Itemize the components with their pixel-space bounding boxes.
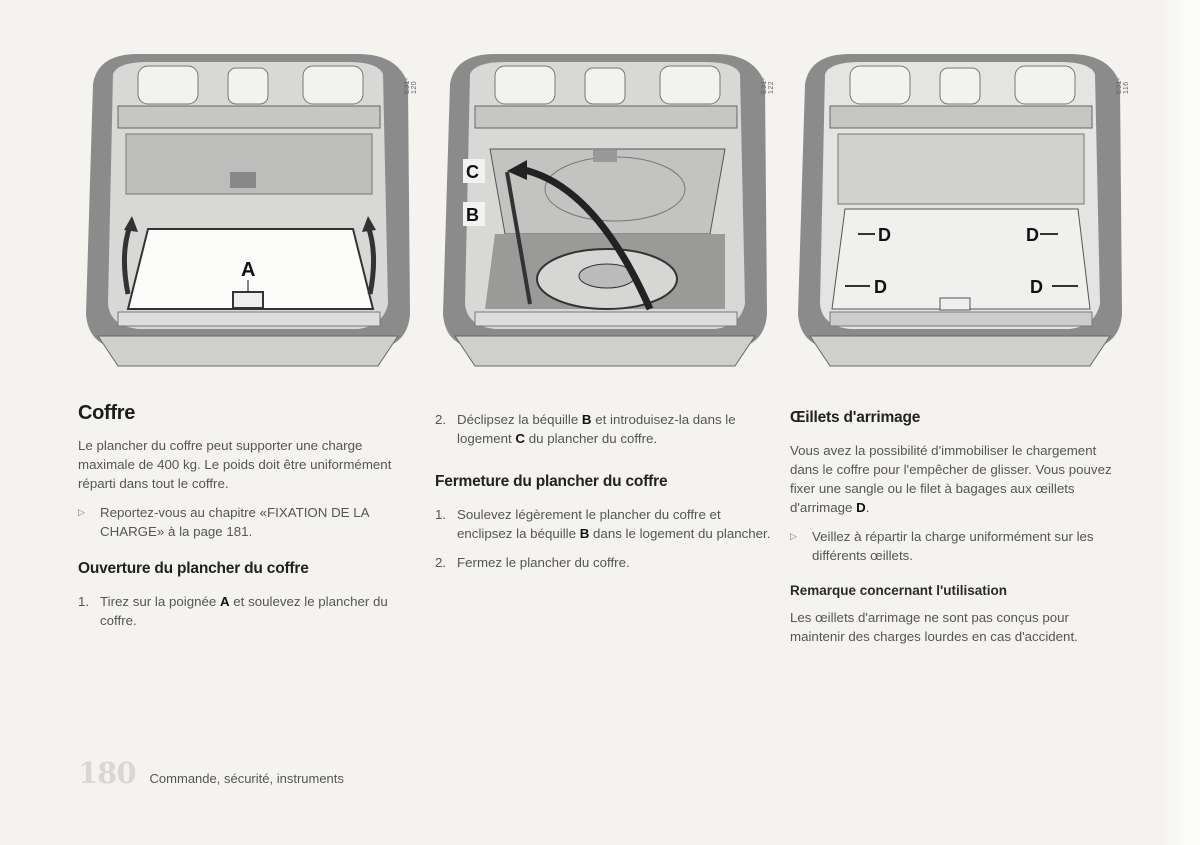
step-text: Fermez le plancher du coffre. — [457, 555, 630, 570]
step-item — [78, 592, 418, 630]
key-letter: B — [581, 412, 592, 427]
figure-code: E31-116 — [1116, 77, 1130, 94]
subheading-note: Remarque concernant l'utilisation — [790, 583, 1008, 598]
chapter-title: Commande, sécurité, instruments — [149, 771, 344, 786]
bullet-text: Veillez à répartir la charge uniformément sur les différents œillets. — [812, 529, 1094, 563]
trunk-illustration-2 — [435, 54, 770, 372]
step-item — [435, 553, 775, 572]
step-number: 2. — [435, 412, 447, 427]
figure-code: E31-120 — [404, 77, 418, 94]
figure-label-a: A — [241, 259, 256, 281]
bullet-text: Reportez-vous au chapitre «FIXATION DE LA CHARGE» à la page 181. — [100, 505, 369, 539]
intro-paragraph: Le plancher du coffre peut supporter une charge maximale de 400 kg. Le poids doit être uniformément réparti dans tout le coffre. — [78, 438, 392, 491]
page-edge-shadow — [1160, 0, 1200, 845]
triangle-right-icon: ▷ — [78, 507, 85, 517]
trunk-illustration-1 — [78, 54, 413, 372]
section-heading: Œillets d'arrimage — [790, 409, 921, 426]
step-item — [435, 410, 775, 448]
key-letter: D — [856, 500, 866, 515]
subheading-open-floor: Ouverture du plancher du coffre — [78, 560, 309, 577]
step-number: 1. — [435, 507, 447, 522]
figure-label-d3: D — [874, 277, 887, 297]
column-1 — [78, 398, 418, 640]
key-letter: A — [219, 594, 230, 609]
subheading-close-floor: Fermeture du plancher du coffre — [435, 473, 668, 490]
figure-label-d1: D — [878, 225, 891, 245]
step-number: 1. — [78, 594, 90, 609]
figure-code: E31-122 — [761, 77, 775, 94]
figure-lashing-eyes — [790, 54, 1130, 372]
figure-trunk-floor-propped — [435, 54, 775, 372]
column-2 — [435, 410, 775, 582]
figure-label-d4: D — [1030, 277, 1043, 297]
figure-label-d2: D — [1026, 225, 1039, 245]
figure-trunk-floor-open — [78, 54, 418, 372]
step-text: Tirez sur la poignée A et soulevez le plancher du coffre. — [100, 594, 388, 628]
reference-bullet — [78, 503, 418, 541]
triangle-right-icon: ▷ — [790, 531, 797, 541]
page-number: 180 — [78, 756, 136, 790]
section-heading: Coffre — [78, 402, 136, 424]
step-item — [435, 505, 775, 543]
key-letter: B — [579, 526, 590, 541]
key-letter: C — [515, 431, 526, 446]
advice-bullet — [790, 527, 1120, 565]
step-text: Soulevez légèrement le plancher du coffre et enclipsez la béquille B dans le logement du plancher. — [457, 507, 771, 541]
figure-label-c: C — [466, 162, 479, 182]
note-paragraph: Les œillets d'arrimage ne sont pas conçus pour maintenir des charges lourdes en cas d'accident. — [790, 610, 1078, 644]
trunk-illustration-3 — [790, 54, 1125, 372]
page-footer — [78, 756, 344, 796]
step-number: 2. — [435, 555, 447, 570]
column-3 — [790, 398, 1120, 656]
intro-paragraph: Vous avez la possibilité d'immobiliser le chargement dans le coffre pour l'empêcher de glisser. Vous pouvez fixer une sangle ou le filet à bagages aux œillets d'arrimage D. — [790, 443, 1112, 515]
step-text: Déclipsez la béquille B et introduisez-la dans le logement C du plancher du coffre. — [457, 412, 736, 446]
figure-label-b: B — [466, 205, 479, 225]
